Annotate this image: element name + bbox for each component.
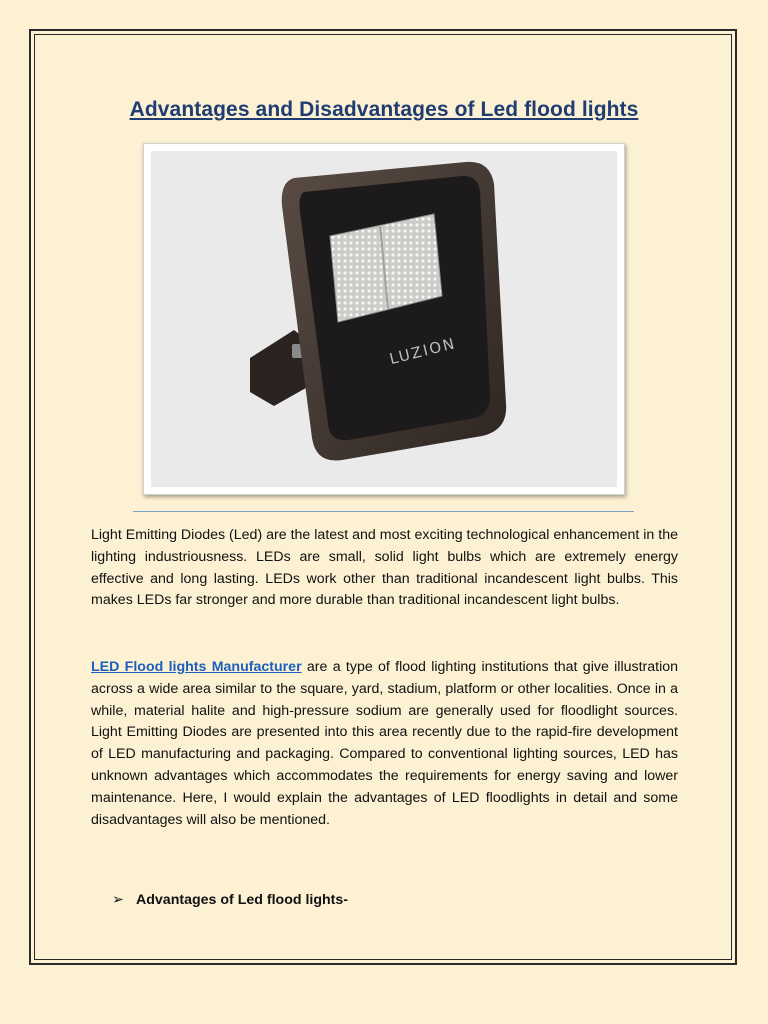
manufacturer-paragraph xyxy=(91,657,678,831)
intro-paragraph: Light Emitting Diodes (Led) are the latest and most exciting technological enhancement in the lighting industriousness. LEDs are small, solid light bulbs which are extremely energy effective and long lasting. LEDs work other than traditional incandescent light bulbs. This makes LEDs far stronger and more durable than traditional incandescent light bulbs. xyxy=(91,527,678,609)
product-photo xyxy=(143,143,625,495)
brand-logo: LUZION xyxy=(387,334,458,369)
section-divider xyxy=(133,511,634,512)
advantages-heading-text: Advantages of Led flood lights- xyxy=(136,892,349,908)
arrow-bullet-icon: ➢ xyxy=(112,892,124,908)
advantages-heading xyxy=(112,892,348,908)
manufacturer-link[interactable]: LED Flood lights Manufacturer xyxy=(91,659,302,675)
flood-light-illustration xyxy=(144,144,626,496)
page-title: Advantages and Disadvantages of Led flood lights xyxy=(129,98,639,121)
manufacturer-paragraph-text: are a type of flood lighting institutions that give illustration across a wide area similar to the square, yard, stadium, platform or other localities. Once in a while, material halite and high-pressure sodium are generally used for floodlight sources. Light Emitting Diodes are presented into this area recently due to the rapid-fire development of LED manufacturing and packaging. Compared to conventional lighting sources, LED has unknown advantages which accommodates the requirements for energy saving and lower maintenance. Here, I would explain the advantages of LED floodlights in detail and some disadvantages will also be mentioned. xyxy=(91,659,679,828)
fixture-housing xyxy=(282,162,506,461)
